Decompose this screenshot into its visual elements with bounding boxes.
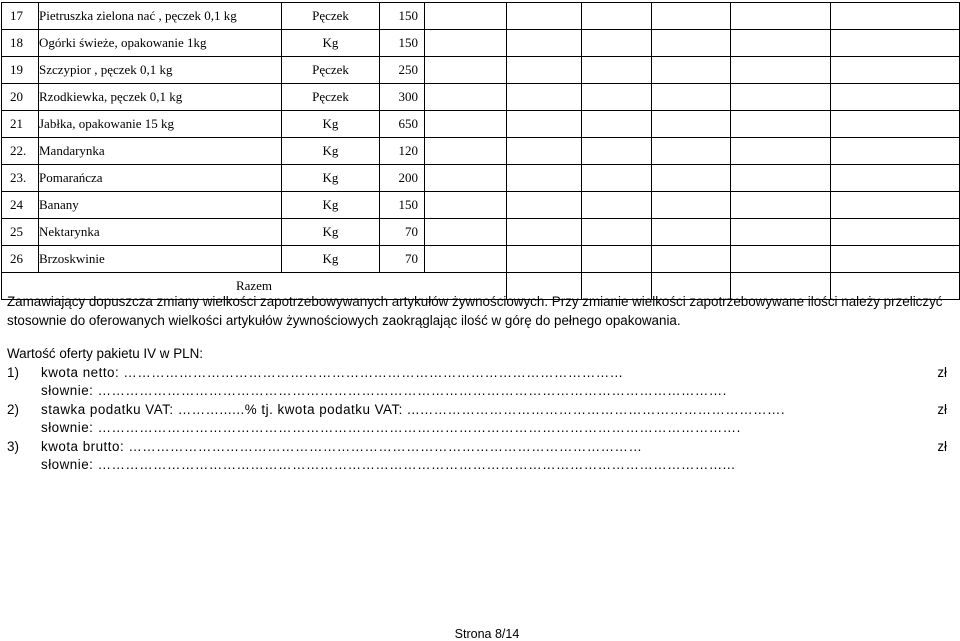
price-entry-cell[interactable]	[507, 192, 582, 219]
quantity: 300	[380, 84, 425, 111]
unit-of-measure: Kg	[282, 111, 380, 138]
total-label: Razem	[2, 273, 507, 300]
price-entry-cell[interactable]	[652, 192, 731, 219]
price-entry-cell[interactable]	[831, 165, 960, 192]
row-number: 20	[2, 84, 39, 111]
quantity: 150	[380, 192, 425, 219]
unit-of-measure: Kg	[282, 165, 380, 192]
price-entry-cell[interactable]	[582, 246, 652, 273]
row-number: 23.	[2, 165, 39, 192]
page-footer	[0, 627, 960, 641]
price-entry-cell[interactable]	[582, 3, 652, 30]
offer-item-gross	[7, 437, 955, 456]
quantity: 120	[380, 138, 425, 165]
price-entry-cell[interactable]	[582, 138, 652, 165]
currency-label: zł	[937, 438, 947, 454]
price-entry-cell[interactable]	[652, 3, 731, 30]
price-entry-cell[interactable]	[425, 111, 507, 138]
table-row	[2, 3, 960, 30]
offer-item-number: 1)	[7, 364, 19, 380]
table-row	[2, 84, 960, 111]
price-entry-cell[interactable]	[731, 30, 831, 57]
price-entry-cell[interactable]	[425, 3, 507, 30]
vat-field[interactable]: stawka podatku VAT: ………......% tj. kwota podatku VAT: ...…………………………………………………………………….	[41, 401, 786, 417]
row-number: 19	[2, 57, 39, 84]
product-name: Jabłka, opakowanie 15 kg	[39, 111, 282, 138]
price-entry-cell[interactable]	[507, 84, 582, 111]
price-entry-cell[interactable]	[652, 30, 731, 57]
price-entry-cell[interactable]	[507, 165, 582, 192]
offer-item-number: 2)	[7, 401, 19, 417]
price-entry-cell[interactable]	[507, 138, 582, 165]
price-entry-cell[interactable]	[731, 57, 831, 84]
price-entry-cell[interactable]	[731, 246, 831, 273]
price-entry-cell[interactable]	[831, 30, 960, 57]
unit-of-measure: Kg	[282, 219, 380, 246]
quantity: 150	[380, 3, 425, 30]
unit-of-measure: Kg	[282, 192, 380, 219]
table-row	[2, 138, 960, 165]
price-entry-cell[interactable]	[731, 111, 831, 138]
offer-heading: Wartość oferty pakietu IV w PLN:	[7, 346, 203, 361]
price-entry-cell[interactable]	[831, 192, 960, 219]
offer-item-vat	[7, 400, 955, 419]
price-entry-cell[interactable]	[582, 30, 652, 57]
unit-of-measure: Pęczek	[282, 57, 380, 84]
price-entry-cell[interactable]	[731, 84, 831, 111]
row-number: 21	[2, 111, 39, 138]
price-entry-cell[interactable]	[425, 84, 507, 111]
row-number: 18	[2, 30, 39, 57]
product-name: Pomarańcza	[39, 165, 282, 192]
price-entry-cell[interactable]	[831, 219, 960, 246]
row-number: 24	[2, 192, 39, 219]
price-entry-cell[interactable]	[652, 219, 731, 246]
price-entry-cell[interactable]	[582, 57, 652, 84]
table-row	[2, 57, 960, 84]
row-number: 17	[2, 3, 39, 30]
gross-amount-field[interactable]: kwota brutto: …………………………………………………………………………………………………	[41, 438, 643, 454]
row-number: 22.	[2, 138, 39, 165]
price-entry-cell[interactable]	[425, 219, 507, 246]
price-entry-cell[interactable]	[831, 57, 960, 84]
table-row	[2, 219, 960, 246]
quantity: 70	[380, 246, 425, 273]
unit-of-measure: Pęczek	[282, 84, 380, 111]
offer-item-net	[7, 363, 955, 382]
price-entry-cell[interactable]	[582, 192, 652, 219]
price-entry-cell[interactable]	[582, 84, 652, 111]
price-entry-cell[interactable]	[425, 246, 507, 273]
currency-label: zł	[937, 364, 947, 380]
price-entry-cell[interactable]	[831, 84, 960, 111]
price-entry-cell[interactable]	[731, 165, 831, 192]
offer-item-number: 3)	[7, 438, 19, 454]
product-name: Rzodkiewka, pęczek 0,1 kg	[39, 84, 282, 111]
price-entry-cell[interactable]	[652, 57, 731, 84]
quantity: 650	[380, 111, 425, 138]
product-name: Nektarynka	[39, 219, 282, 246]
net-amount-field[interactable]: kwota netto: ………………………………………………………………………………………………	[41, 364, 624, 380]
product-name: Mandarynka	[39, 138, 282, 165]
price-entry-cell[interactable]	[831, 111, 960, 138]
price-entry-cell[interactable]	[507, 219, 582, 246]
currency-label: zł	[937, 401, 947, 417]
price-entry-cell[interactable]	[507, 3, 582, 30]
price-entry-cell[interactable]	[582, 111, 652, 138]
order-table	[1, 2, 960, 300]
price-entry-cell[interactable]	[731, 3, 831, 30]
unit-of-measure: Pęczek	[282, 3, 380, 30]
price-entry-cell[interactable]	[425, 165, 507, 192]
offer-item-net-words	[7, 381, 955, 400]
table-row	[2, 246, 960, 273]
table-row	[2, 30, 960, 57]
table-row	[2, 165, 960, 192]
product-name: Banany	[39, 192, 282, 219]
row-number: 25	[2, 219, 39, 246]
quantity: 150	[380, 30, 425, 57]
price-entry-cell[interactable]	[831, 246, 960, 273]
substitution-note: Zamawiający dopuszcza zmiany wielkości zapotrzebowywanych artykułów żywnościowych. Przy zmianie wielkości zapotrzebowywane ilości należy przeliczyć stosownie do oferowanych wielkości artykułów żywnościowych zaokrąglając ilość w górę do pełnego opakowania.	[7, 294, 943, 328]
price-entry-cell[interactable]	[731, 138, 831, 165]
unit-of-measure: Kg	[282, 246, 380, 273]
quantity: 200	[380, 165, 425, 192]
price-entry-cell[interactable]	[425, 30, 507, 57]
price-entry-cell[interactable]	[652, 165, 731, 192]
price-entry-cell[interactable]	[582, 219, 652, 246]
price-entry-cell[interactable]	[652, 246, 731, 273]
price-entry-cell[interactable]	[652, 84, 731, 111]
offer-value-section	[7, 344, 955, 474]
price-entry-cell[interactable]	[831, 138, 960, 165]
price-entry-cell[interactable]	[731, 219, 831, 246]
table-row	[2, 192, 960, 219]
price-entry-cell[interactable]	[425, 138, 507, 165]
price-entry-cell[interactable]	[582, 165, 652, 192]
unit-of-measure: Kg	[282, 138, 380, 165]
offer-item-gross-words	[7, 455, 955, 474]
offer-item-vat-words	[7, 418, 955, 437]
product-name: Brzoskwinie	[39, 246, 282, 273]
price-entry-cell[interactable]	[425, 192, 507, 219]
price-entry-cell[interactable]	[507, 30, 582, 57]
price-entry-cell[interactable]	[507, 246, 582, 273]
price-entry-cell[interactable]	[507, 111, 582, 138]
product-name: Szczypior , pęczek 0,1 kg	[39, 57, 282, 84]
gross-amount-words-field[interactable]: słownie: ………………………………………………………………………………………………………………………...	[41, 457, 736, 472]
price-entry-cell[interactable]	[831, 3, 960, 30]
page-number: Strona 8/14	[454, 627, 520, 641]
row-number: 26	[2, 246, 39, 273]
quantity: 250	[380, 57, 425, 84]
net-amount-words-field[interactable]: słownie: ……………………………………………………………………………………………………………………….	[41, 383, 727, 398]
price-entry-cell[interactable]	[425, 57, 507, 84]
product-name: Pietruszka zielona nać , pęczek 0,1 kg	[39, 3, 282, 30]
price-entry-cell[interactable]	[507, 57, 582, 84]
product-name: Ogórki świeże, opakowanie 1kg	[39, 30, 282, 57]
price-entry-cell[interactable]	[652, 111, 731, 138]
table-row	[2, 111, 960, 138]
price-entry-cell[interactable]	[731, 192, 831, 219]
vat-amount-words-field[interactable]: słownie: ………………………………………………………………………………………………………………………….	[41, 420, 741, 435]
price-entry-cell[interactable]	[652, 138, 731, 165]
unit-of-measure: Kg	[282, 30, 380, 57]
quantity: 70	[380, 219, 425, 246]
